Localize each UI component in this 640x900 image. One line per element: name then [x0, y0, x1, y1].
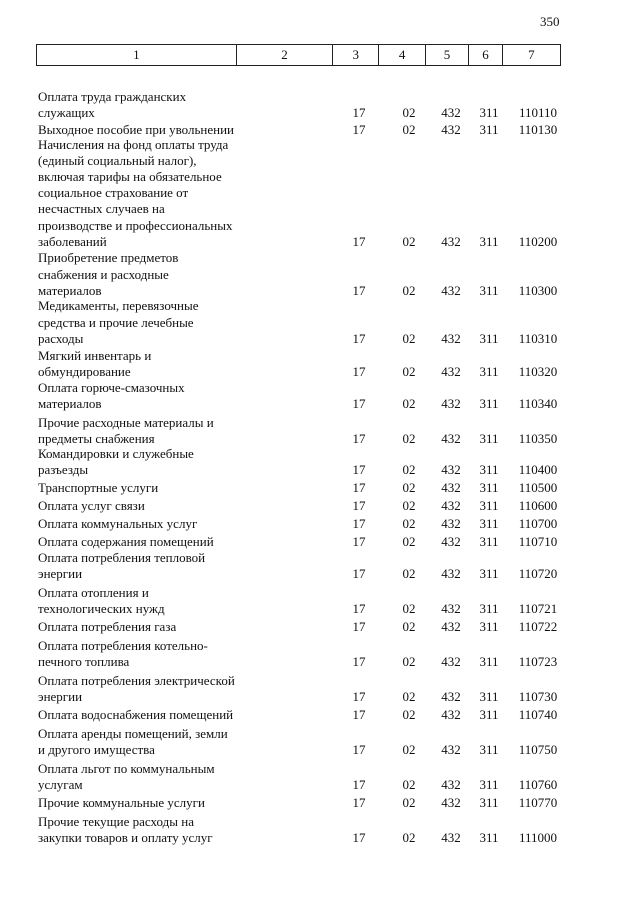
- row-cell-c7: 110110: [518, 105, 558, 120]
- row-cell-c6: 311: [479, 707, 499, 722]
- row-name: Начисления на фонд оплаты труда (единый социальный налог), включая тарифы на обязательное социальное страхование от несчастных случаев на производстве и профессиональных заболеваний: [38, 136, 233, 249]
- row-cell-c6: 311: [479, 396, 499, 411]
- row-name: Прочие коммунальные услуги: [38, 794, 205, 810]
- row-cell-c5: 432: [441, 462, 461, 477]
- row-name: Оплата горюче-смазочных материалов: [38, 379, 185, 411]
- row-name: Оплата потребления газа: [38, 618, 177, 634]
- row-cell-c7: 110700: [518, 516, 558, 531]
- row-cell-c6: 311: [479, 534, 499, 549]
- row-name: Оплата аренды помещений, земли и другого имущества: [38, 725, 228, 757]
- row-cell-c3: 17: [352, 122, 366, 137]
- row-cell-c4: 02: [402, 707, 416, 722]
- row-cell-c6: 311: [479, 689, 499, 704]
- row-cell-c6: 311: [479, 830, 499, 845]
- row-cell-c7: 111000: [518, 830, 558, 845]
- row-name: Оплата услуг связи: [38, 497, 145, 513]
- row-cell-c5: 432: [441, 566, 461, 581]
- row-name: Оплата содержания помещений: [38, 533, 214, 549]
- row-cell-c7: 110750: [518, 742, 558, 757]
- row-cell-c5: 432: [441, 830, 461, 845]
- row-cell-c5: 432: [441, 498, 461, 513]
- row-name: Мягкий инвентарь и обмундирование: [38, 347, 152, 379]
- row-cell-c4: 02: [402, 364, 416, 379]
- row-cell-c3: 17: [352, 707, 366, 722]
- row-cell-c3: 17: [352, 480, 366, 495]
- row-cell-c7: 110760: [518, 777, 558, 792]
- row-name: Оплата льгот по коммунальным услугам: [38, 760, 215, 792]
- row-name: Оплата труда гражданских служащих: [38, 88, 187, 120]
- row-cell-c6: 311: [479, 742, 499, 757]
- row-cell-c4: 02: [402, 619, 416, 634]
- row-cell-c3: 17: [352, 431, 366, 446]
- row-cell-c3: 17: [352, 396, 366, 411]
- row-cell-c7: 110730: [518, 689, 558, 704]
- row-cell-c5: 432: [441, 480, 461, 495]
- row-cell-c3: 17: [352, 462, 366, 477]
- row-cell-c5: 432: [441, 364, 461, 379]
- row-cell-c6: 311: [479, 462, 499, 477]
- row-cell-c7: 110720: [518, 566, 558, 581]
- row-name: Выходное пособие при увольнении: [38, 121, 234, 137]
- row-cell-c6: 311: [479, 516, 499, 531]
- row-cell-c3: 17: [352, 331, 366, 346]
- row-cell-c3: 17: [352, 364, 366, 379]
- row-cell-c5: 432: [441, 234, 461, 249]
- row-cell-c6: 311: [479, 122, 499, 137]
- row-cell-c5: 432: [441, 122, 461, 137]
- row-cell-c7: 110721: [518, 601, 558, 616]
- header-col-5: 5: [426, 45, 470, 65]
- row-cell-c6: 311: [479, 105, 499, 120]
- row-cell-c4: 02: [402, 480, 416, 495]
- row-cell-c7: 110710: [518, 534, 558, 549]
- row-cell-c7: 110340: [518, 396, 558, 411]
- row-cell-c7: 110723: [518, 654, 558, 669]
- row-cell-c6: 311: [479, 795, 499, 810]
- row-cell-c5: 432: [441, 707, 461, 722]
- header-col-4: 4: [379, 45, 425, 65]
- row-cell-c7: 110310: [518, 331, 558, 346]
- row-cell-c4: 02: [402, 122, 416, 137]
- row-cell-c4: 02: [402, 234, 416, 249]
- row-name: Оплата потребления котельно- печного топлива: [38, 637, 208, 669]
- row-cell-c6: 311: [479, 331, 499, 346]
- row-name: Оплата потребления тепловой энергии: [38, 549, 206, 581]
- row-cell-c3: 17: [352, 283, 366, 298]
- row-cell-c4: 02: [402, 566, 416, 581]
- row-cell-c5: 432: [441, 654, 461, 669]
- row-cell-c7: 110740: [518, 707, 558, 722]
- row-name: Медикаменты, перевязочные средства и прочие лечебные расходы: [38, 298, 199, 346]
- row-cell-c3: 17: [352, 105, 366, 120]
- row-cell-c5: 432: [441, 601, 461, 616]
- row-cell-c6: 311: [479, 364, 499, 379]
- row-name: Прочие расходные материалы и предметы снабжения: [38, 414, 214, 446]
- row-name: Приобретение предметов снабжения и расходные материалов: [38, 250, 179, 298]
- row-cell-c6: 311: [479, 654, 499, 669]
- row-cell-c6: 311: [479, 498, 499, 513]
- row-cell-c4: 02: [402, 462, 416, 477]
- row-cell-c4: 02: [402, 534, 416, 549]
- row-cell-c3: 17: [352, 619, 366, 634]
- row-name: Оплата водоснабжения помещений: [38, 706, 234, 722]
- row-cell-c3: 17: [352, 777, 366, 792]
- row-cell-c5: 432: [441, 516, 461, 531]
- row-cell-c4: 02: [402, 795, 416, 810]
- row-cell-c4: 02: [402, 396, 416, 411]
- row-cell-c5: 432: [441, 689, 461, 704]
- row-cell-c6: 311: [479, 601, 499, 616]
- row-cell-c5: 432: [441, 331, 461, 346]
- row-cell-c3: 17: [352, 566, 366, 581]
- row-cell-c5: 432: [441, 777, 461, 792]
- row-cell-c3: 17: [352, 516, 366, 531]
- row-cell-c6: 311: [479, 431, 499, 446]
- row-cell-c3: 17: [352, 601, 366, 616]
- header-col-6: 6: [469, 45, 502, 65]
- row-cell-c3: 17: [352, 534, 366, 549]
- row-cell-c3: 17: [352, 234, 366, 249]
- row-name: Оплата коммунальных услуг: [38, 515, 198, 531]
- row-cell-c3: 17: [352, 830, 366, 845]
- header-col-2: 2: [237, 45, 333, 65]
- row-cell-c4: 02: [402, 431, 416, 446]
- row-name: Транспортные услуги: [38, 479, 159, 495]
- row-cell-c4: 02: [402, 105, 416, 120]
- row-name: Прочие текущие расходы на закупки товаров и оплату услуг: [38, 813, 213, 845]
- row-cell-c7: 110130: [518, 122, 558, 137]
- row-cell-c5: 432: [441, 396, 461, 411]
- row-name: Оплата отопления и технологических нужд: [38, 584, 165, 616]
- header-col-7: 7: [528, 47, 535, 62]
- row-cell-c4: 02: [402, 516, 416, 531]
- row-cell-c3: 17: [352, 795, 366, 810]
- row-cell-c7: 110350: [518, 431, 558, 446]
- row-cell-c6: 311: [479, 566, 499, 581]
- row-cell-c7: 110400: [518, 462, 558, 477]
- header-col-1: 1: [37, 45, 237, 65]
- row-cell-c7: 110600: [518, 498, 558, 513]
- row-cell-c4: 02: [402, 331, 416, 346]
- row-cell-c5: 432: [441, 105, 461, 120]
- row-cell-c6: 311: [479, 777, 499, 792]
- row-cell-c3: 17: [352, 654, 366, 669]
- row-cell-c3: 17: [352, 742, 366, 757]
- row-cell-c6: 311: [479, 283, 499, 298]
- row-name: Оплата потребления электрической энергии: [38, 672, 235, 704]
- row-cell-c7: 110770: [518, 795, 558, 810]
- row-cell-c4: 02: [402, 742, 416, 757]
- row-cell-c7: 110200: [518, 234, 558, 249]
- row-cell-c6: 311: [479, 619, 499, 634]
- row-cell-c4: 02: [402, 601, 416, 616]
- page-number: 350: [540, 14, 560, 29]
- row-cell-c5: 432: [441, 431, 461, 446]
- row-cell-c4: 02: [402, 830, 416, 845]
- row-cell-c3: 17: [352, 498, 366, 513]
- row-cell-c7: 110722: [518, 619, 558, 634]
- row-cell-c7: 110300: [518, 283, 558, 298]
- row-cell-c4: 02: [402, 283, 416, 298]
- row-cell-c4: 02: [402, 654, 416, 669]
- header-col-3: 3: [333, 45, 379, 65]
- row-cell-c5: 432: [441, 283, 461, 298]
- row-cell-c5: 432: [441, 534, 461, 549]
- row-cell-c4: 02: [402, 777, 416, 792]
- row-cell-c4: 02: [402, 689, 416, 704]
- row-cell-c6: 311: [479, 480, 499, 495]
- row-cell-c7: 110320: [518, 364, 558, 379]
- row-cell-c5: 432: [441, 619, 461, 634]
- row-name: Командировки и служебные разъезды: [38, 445, 194, 477]
- row-cell-c5: 432: [441, 742, 461, 757]
- row-cell-c7: 110500: [518, 480, 558, 495]
- row-cell-c4: 02: [402, 498, 416, 513]
- row-cell-c5: 432: [441, 795, 461, 810]
- row-cell-c3: 17: [352, 689, 366, 704]
- row-cell-c6: 311: [479, 234, 499, 249]
